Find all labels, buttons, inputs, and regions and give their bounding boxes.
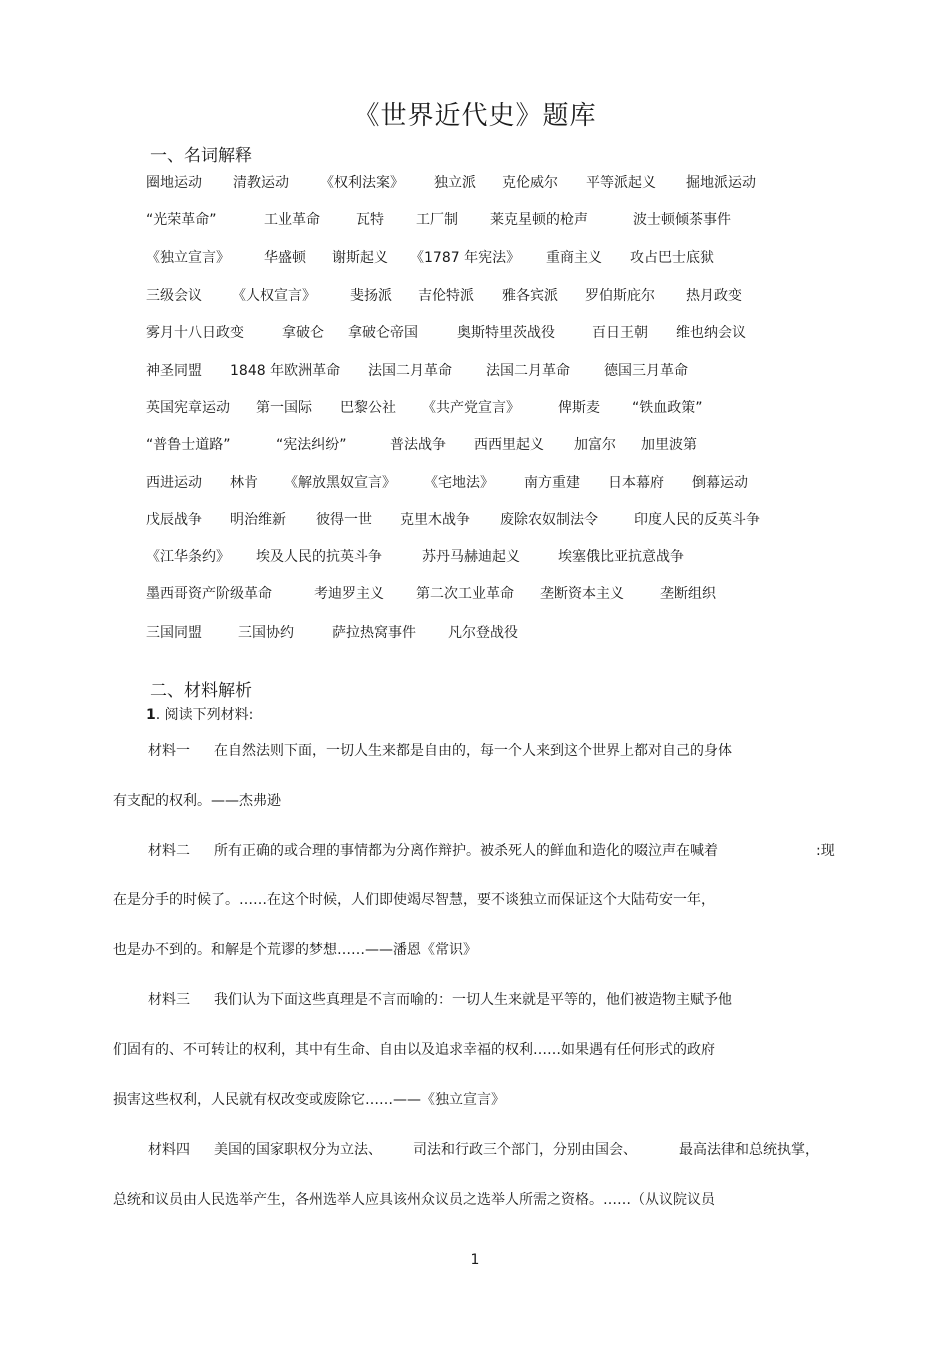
term: 德国三月革命: [604, 363, 688, 379]
term: 雅各宾派: [502, 288, 558, 304]
term: 垄断组织: [660, 586, 716, 602]
material-text: :现: [816, 843, 835, 859]
material-label: 材料三: [148, 992, 190, 1008]
material-label: 材料四: [148, 1142, 190, 1158]
term: “宪法纠纷”: [276, 437, 347, 453]
term: 《共产党宣言》: [422, 400, 520, 416]
term: 加富尔: [574, 437, 616, 453]
term: 重商主义: [546, 250, 602, 266]
term: 工厂制: [416, 212, 458, 228]
term: 俾斯麦: [558, 400, 600, 416]
material-label: 材料二: [148, 843, 190, 859]
term: 考迪罗主义: [314, 586, 384, 602]
term: 戊辰战争: [146, 512, 202, 528]
term: 三国同盟: [146, 625, 202, 641]
material-text: 在是分手的时候了。……在这个时候，人们即使竭尽智慧，要不谈独立而保证这个大陆苟安一年，: [113, 892, 715, 908]
term: 明治维新: [230, 512, 286, 528]
term: 奥斯特里茨战役: [457, 325, 555, 341]
term: 吉伦特派: [418, 288, 474, 304]
section-heading-terms: 一、名词解释: [150, 146, 252, 166]
term: 印度人民的反英斗争: [634, 512, 760, 528]
term: 埃及人民的抗英斗争: [256, 549, 382, 565]
term: 西进运动: [146, 475, 202, 491]
term: 西西里起义: [474, 437, 544, 453]
term: 日本幕府: [608, 475, 664, 491]
term: 苏丹马赫迪起义: [422, 549, 520, 565]
term: 维也纳会议: [676, 325, 746, 341]
term: 三级会议: [146, 288, 202, 304]
question-prompt: [146, 704, 253, 724]
material-text: 司法和行政三个部门，分别由国会、: [413, 1142, 637, 1158]
term: 热月政变: [686, 288, 742, 304]
term: 巴黎公社: [340, 400, 396, 416]
term: 林肯: [230, 475, 258, 491]
term: 《权利法案》: [320, 175, 404, 191]
material-text: 在自然法则下面，一切人生来都是自由的，每一个人来到这个世界上都对自己的身体: [214, 743, 732, 759]
material-label: 材料一: [148, 743, 190, 759]
term: 萨拉热窝事件: [332, 625, 416, 641]
term: “光荣革命”: [146, 212, 217, 228]
material-text: 总统和议员由人民选举产生，各州选举人应具该州众议员之选举人所需之资格。……（从议院议员: [113, 1192, 715, 1208]
term: 《解放黑奴宣言》: [284, 475, 396, 491]
term: 《1787 年宪法》: [410, 250, 521, 266]
term: 南方重建: [524, 475, 580, 491]
term: 斐扬派: [350, 288, 392, 304]
page-number: 1: [470, 1252, 480, 1268]
term: 《独立宣言》: [146, 250, 230, 266]
term: 倒幕运动: [692, 475, 748, 491]
term: 谢斯起义: [332, 250, 388, 266]
term: 拿破仑: [282, 325, 324, 341]
term: 瓦特: [356, 212, 384, 228]
term: 第一国际: [256, 400, 312, 416]
term: 三国协约: [238, 625, 294, 641]
section-heading-materials: 二、材料解析: [150, 681, 252, 701]
material-text: 最高法律和总统执掌，: [679, 1142, 819, 1158]
term: 《江华条约》: [146, 549, 230, 565]
question-number: 1: [146, 707, 156, 723]
term: 平等派起义: [586, 175, 656, 191]
material-text: 有支配的权利。——杰弗逊: [113, 793, 281, 809]
page-title: 《世界近代史》题库: [353, 101, 597, 131]
term: 罗伯斯庇尔: [585, 288, 655, 304]
material-text: 也是办不到的。和解是个荒谬的梦想……——潘恩《常识》: [113, 942, 477, 958]
material-text: 我们认为下面这些真理是不言而喻的：一切人生来就是平等的，他们被造物主赋予他: [214, 992, 732, 1008]
material-text: 损害这些权利，人民就有权改变或废除它……——《独立宣言》: [113, 1092, 505, 1108]
term: 加里波第: [641, 437, 697, 453]
term: 雾月十八日政变: [146, 325, 244, 341]
term: 《宅地法》: [424, 475, 494, 491]
term: 《人权宣言》: [232, 288, 316, 304]
material-text: 所有正确的或合理的事情都为分离作辩护。被杀死人的鲜血和造化的啜泣声在喊着: [214, 843, 718, 859]
term: 第二次工业革命: [416, 586, 514, 602]
term: 独立派: [434, 175, 476, 191]
term: 莱克星顿的枪声: [490, 212, 588, 228]
term: 拿破仑帝国: [348, 325, 418, 341]
term: 掘地派运动: [686, 175, 756, 191]
term: 埃塞俄比亚抗意战争: [558, 549, 684, 565]
term: 普法战争: [390, 437, 446, 453]
term: 攻占巴士底狱: [630, 250, 714, 266]
term: 华盛顿: [264, 250, 306, 266]
term: 圈地运动: [146, 175, 202, 191]
material-text: 们固有的、不可转让的权利，其中有生命、自由以及追求幸福的权利……如果遇有任何形式的政府: [113, 1042, 715, 1058]
question-text: . 阅读下列材料:: [155, 707, 254, 723]
term: 百日王朝: [592, 325, 648, 341]
term: 工业革命: [264, 212, 320, 228]
term: 英国宪章运动: [146, 400, 230, 416]
term: 神圣同盟: [146, 363, 202, 379]
term: “普鲁士道路”: [146, 437, 231, 453]
term: 凡尔登战役: [448, 625, 518, 641]
term: 清教运动: [233, 175, 289, 191]
term: 废除农奴制法令: [500, 512, 598, 528]
term: 1848 年欧洲革命: [230, 363, 341, 379]
term: 垄断资本主义: [540, 586, 624, 602]
term: 法国二月革命: [368, 363, 452, 379]
term: 彼得一世: [316, 512, 372, 528]
term: 墨西哥资产阶级革命: [146, 586, 272, 602]
term: 克里木战争: [400, 512, 470, 528]
term: 波士顿倾茶事件: [633, 212, 731, 228]
material-text: 美国的国家职权分为立法、: [214, 1142, 382, 1158]
term: 克伦威尔: [502, 175, 558, 191]
term: “铁血政策”: [632, 400, 703, 416]
term: 法国二月革命: [486, 363, 570, 379]
